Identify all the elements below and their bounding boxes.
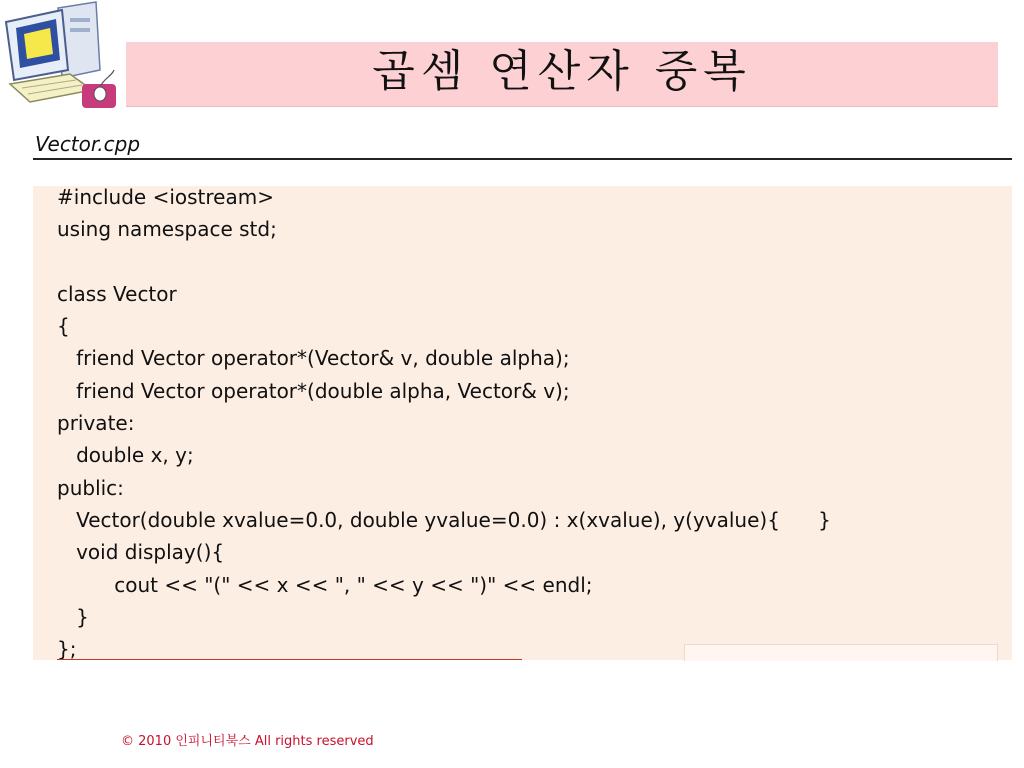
- code-line: void display(){: [57, 540, 225, 565]
- empty-text-box: [684, 644, 998, 661]
- file-name-divider: [33, 158, 1012, 160]
- file-name-label: Vector.cpp: [35, 132, 141, 156]
- code-line: };: [57, 637, 77, 660]
- code-line: friend Vector operator*(Vector& v, double alpha);: [57, 346, 570, 371]
- code-line: #include <iostream>: [57, 186, 274, 209]
- computer-clipart-icon: [0, 0, 120, 110]
- code-block: [57, 186, 831, 660]
- code-bottom-rule: [57, 659, 522, 660]
- code-panel: [33, 186, 1012, 660]
- title-band: [126, 42, 998, 107]
- code-line: [57, 251, 831, 283]
- code-line: }: [57, 604, 89, 629]
- code-line: public:: [57, 475, 124, 500]
- code-line: class Vector: [57, 281, 177, 306]
- code-line: double x, y;: [57, 443, 194, 468]
- copyright-footer: © 2010 인피니티북스 All rights reserved: [121, 734, 374, 749]
- code-line: friend Vector operator*(double alpha, Vector& v);: [57, 378, 570, 403]
- code-line: private:: [57, 411, 135, 436]
- code-line: using namespace std;: [57, 217, 277, 242]
- code-line: cout << "(" << x << ", " << y << ")" << endl;: [57, 572, 593, 597]
- code-line: {: [57, 314, 70, 339]
- slide-title: 곱셈 연산자 중복: [372, 46, 752, 97]
- code-line: Vector(double xvalue=0.0, double yvalue=0.0) : x(xvalue), y(yvalue){ }: [57, 507, 831, 532]
